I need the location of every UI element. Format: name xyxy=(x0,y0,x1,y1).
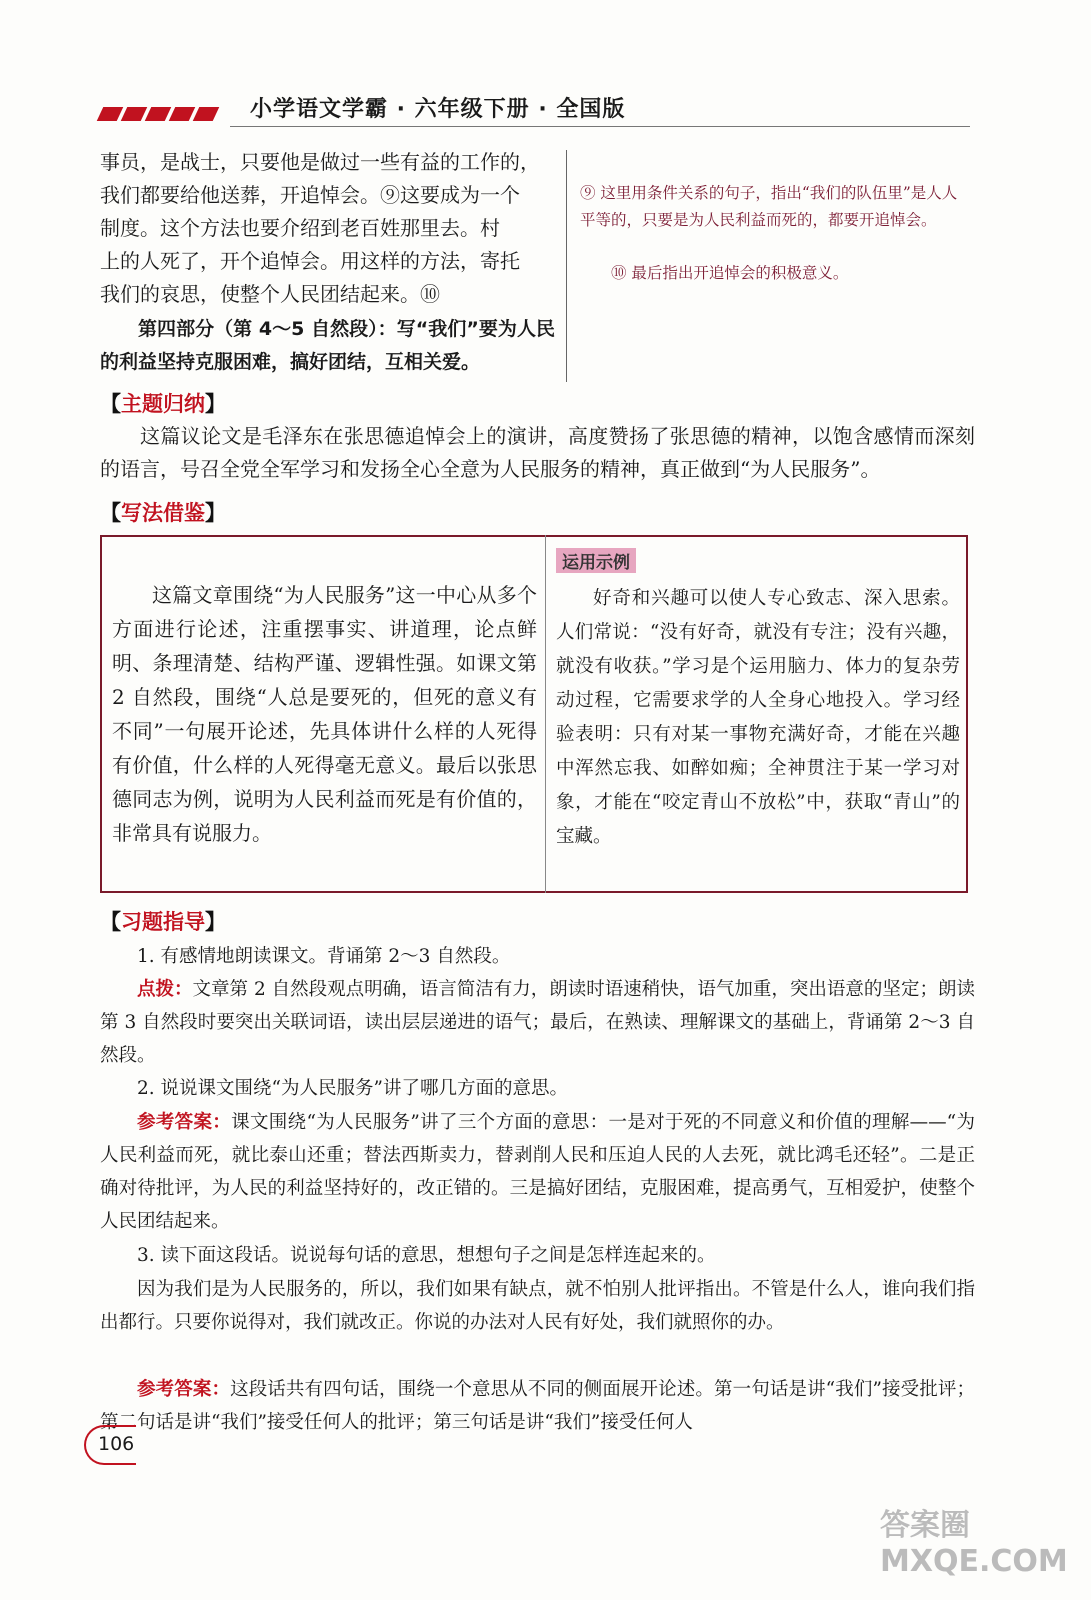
text-line: 我们都要给他送葬，开追悼会。⑨这要成为一个 xyxy=(100,183,520,207)
question-1: 1. 有感情地朗读课文。背诵第 2～3 自然段。 xyxy=(137,946,511,967)
question-3: 3. 读下面这段话。说说每句话的意思，想想句子之间是怎样连起来的。 xyxy=(137,1245,716,1266)
text-line: 制度。这个方法也要介绍到老百姓那里去。村 xyxy=(100,216,500,240)
text-line: 我们的哀思，使整个人民团结起来。⑩ xyxy=(100,282,440,306)
margin-notes xyxy=(580,180,970,313)
theme-heading: 【主题归纳】 xyxy=(100,392,226,416)
example-tag: 运用示例 xyxy=(556,548,636,573)
hint-1: 点拨：文章第 2 自然段观点明确，语言简洁有力，朗读时语速稍快，语气加重，突出语意的坚定；朗读第 3 自然段时要突出关联词语，读出层层递进的语气；最后，在熟读、理解课文的基础上，背诵第 2～3 自然段。 xyxy=(100,979,975,1066)
page-number: 106 xyxy=(84,1425,136,1465)
header-decoration xyxy=(100,106,228,126)
answer-2: 参考答案：课文围绕“为人民服务”讲了三个方面的意思：一是对于死的不同意义和价值的理解——“为人民利益而死，就比泰山还重；替法西斯卖力，替剥削人民和压迫人民的人去死，就比鸿毛还轻”。二是正确对待批评，为人民的利益坚持好的，改正错的。三是搞好团结，克服困难，提高勇气，互相爱护，使整个人民团结起来。 xyxy=(100,1112,975,1232)
watermark: 答案圈 MXQE.COM xyxy=(880,1508,1068,1579)
continuation-text xyxy=(100,146,555,379)
text-line: 上的人死了，开个追悼会。用这样的方法，寄托 xyxy=(100,249,520,273)
answer-3: 参考答案：这段话共有四句话，围绕一个意思从不同的侧面展开论述。第一句话是讲“我们”接受批评；第二句话是讲“我们”接受任何人的批评；第三句话是讲“我们”接受任何人 xyxy=(100,1379,975,1433)
writing-box-divider xyxy=(545,535,546,893)
passage-3: 因为我们是为人民服务的，所以，我们如果有缺点，就不怕别人批评指出。不管是什么人，谁向我们指出都行。只要你说得对，我们就改正。你说的办法对人民有好处，我们就照你的办。 xyxy=(100,1279,975,1333)
question-2: 2. 说说课文围绕“为人民服务”讲了哪几方面的意思。 xyxy=(137,1078,568,1099)
part4-heading: 第四部分（第 4～5 自然段）：写“我们”要为人民的利益坚持克服困难，搞好团结，互相关爱。 xyxy=(100,318,555,373)
note-10: ⑩ 最后指出开追悼会的积极意义。 xyxy=(611,264,849,282)
book-title: 小学语文学霸 · 六年级下册 · 全国版 xyxy=(250,97,626,122)
example-text: 好奇和兴趣可以使人专心致志、深入思索。人们常说：“没有好奇，就没有专注；没有兴趣，就没有收获。”学习是个运用脑力、体力的复杂劳动过程，它需要求学的人全身心地投入。学习经验表明：只有对某一事物充满好奇，才能在兴趣中浑然忘我、如醉如痴；全神贯注于某一学习对象，才能在“咬定青山不放松”中，获取“青山”的宝藏。 xyxy=(556,588,960,847)
writing-analysis: 这篇文章围绕“为人民服务”这一中心从多个方面进行论述，注重摆事实、讲道理，论点鲜明、条理清楚、结构严谨、逻辑性强。如课文第 2 自然段，围绕“人总是要死的，但死的意义有不同”一句展开论述，先具体讲什么样的人死得有价值，什么样的人死得毫无意义。最后以张思德同志为例，说明为人民利益而死是有价值的，非常具有说服力。 xyxy=(112,583,537,845)
exercise-heading: 【习题指导】 xyxy=(100,910,226,934)
column-divider xyxy=(566,150,567,382)
theme-text: 这篇议论文是毛泽东在张思德追悼会上的演讲，高度赞扬了张思德的精神，以饱含感情而深刻的语言，号召全党全军学习和发扬全心全意为人民服务的精神，真正做到“为人民服务”。 xyxy=(100,424,975,481)
header-rule xyxy=(230,126,970,127)
writing-heading: 【写法借鉴】 xyxy=(100,501,226,525)
note-9: ⑨ 这里用条件关系的句子，指出“我们的队伍里”是人人平等的，只要是为人民利益而死的，都要开追悼会。 xyxy=(580,184,958,229)
text-line: 事员，是战士，只要他是做过一些有益的工作的， xyxy=(100,150,540,174)
